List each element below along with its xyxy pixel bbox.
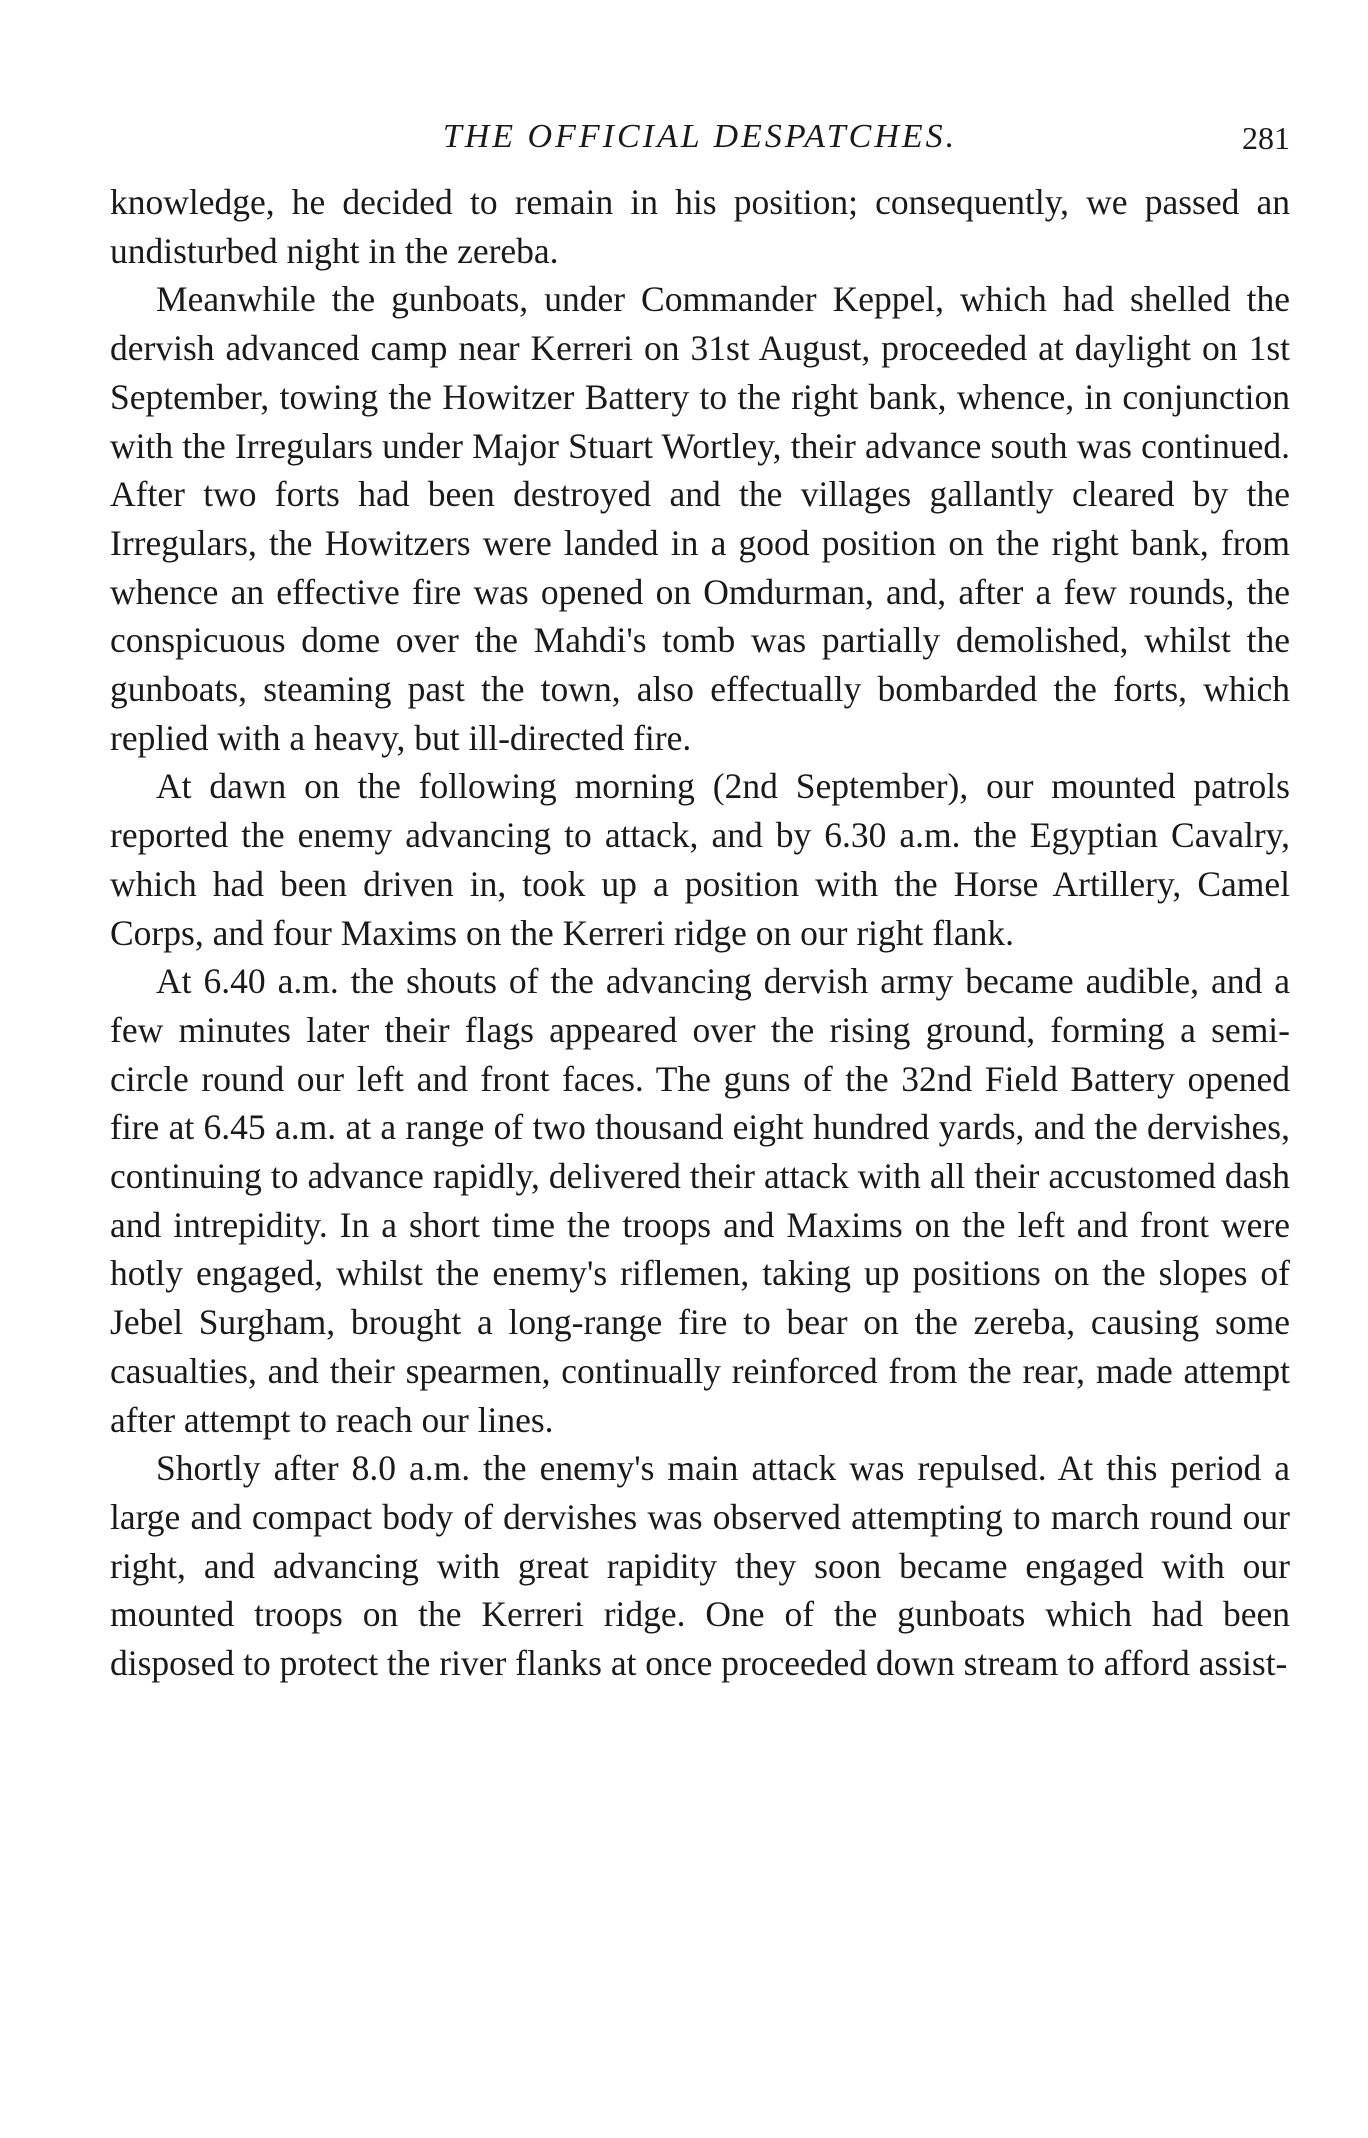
paragraph-main-attack: Shortly after 8.0 a.m. the enemy's main attack was repulsed. At this period a large and compact body of dervishes was observed attempting to march round our right, and advancing with great rapidity they soon became engaged with our mounted troops on the Kerreri ridge. One of the gunboats which had been disposed to protect the river flanks at once proceeded down stream to afford assist- xyxy=(110,1448,1290,1684)
running-title: THE OFFICIAL DESPATCHES. xyxy=(442,118,958,155)
paragraph-dervish-attack: At 6.40 a.m. the shouts of the advancing dervish army became audible, and a few minutes later their flags appeared over the rising ground, forming a semi-circle round our left and front faces. The guns of the 32nd Field Battery opened fire at 6.45 a.m. at a range of two thousand eight hundred yards, and the dervishes, continuing to advance rapidly, delivered their attack with all their accustomed dash and intrepidity. In a short time the troops and Maxims on the left and front were hotly engaged, whilst the enemy's riflemen, taking up positions on the slopes of Jebel Surgham, brought a long-range fire to bear on the zereba, causing some casualties, and their spearmen, continually reinforced from the rear, made attempt after attempt to reach our lines. xyxy=(110,961,1290,1440)
paragraph-dawn: At dawn on the following morning (2nd September), our mounted patrols reported the enemy advancing to attack, and by 6.30 a.m. the Egyptian Cavalry, which had been driven in, took up a position with the Horse Artillery, Camel Corps, and four Maxims on the Kerreri ridge on our right flank. xyxy=(110,766,1290,953)
paragraph-continuation: knowledge, he decided to remain in his position; consequently, we passed an undisturbed night in the zereba. xyxy=(110,182,1290,271)
paragraph-gunboats: Meanwhile the gunboats, under Commander Keppel, which had shelled the dervish advanced camp near Kerreri on 31st August, proceeded at daylight on 1st September, towing the Howitzer Battery to the right bank, whence, in conjunction with the Irregulars under Major Stuart Wortley, their advance south was continued. After two forts had been destroyed and the villages gallantly cleared by the Irregulars, the Howitzers were landed in a good position on the right bank, from whence an effective fire was opened on Omdurman, and, after a few rounds, the conspicuous dome over the Mahdi's tomb was partially demolished, whilst the gunboats, steaming past the town, also effectually bombarded the forts, which replied with a heavy, but ill-directed fire. xyxy=(110,279,1290,758)
running-head xyxy=(110,118,1290,178)
book-page xyxy=(110,118,1290,1688)
page-number: 281 xyxy=(1242,120,1290,156)
body-text xyxy=(110,178,1290,1688)
